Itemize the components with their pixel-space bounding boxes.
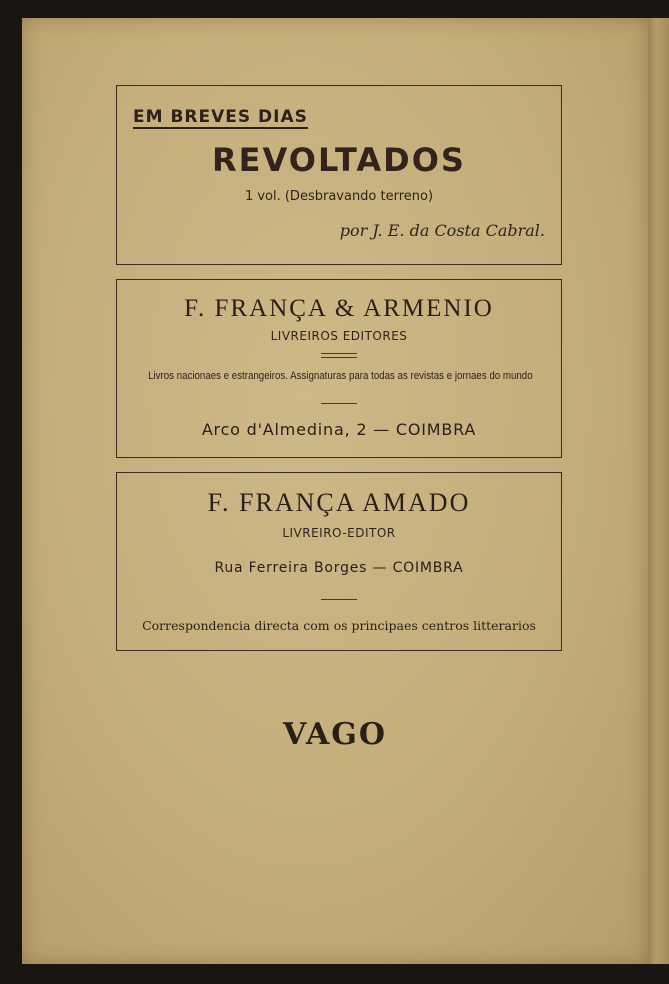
rule-divider: [321, 599, 357, 600]
firm-description: Livros nacionaes e estrangeiros. Assignaturas para todas as revistas e jornaes do mundo: [148, 370, 533, 382]
vacant-space-label: VAGO: [283, 717, 387, 752]
advertisement-franca-amado: [116, 472, 562, 651]
firm-address: Arco d'Almedina, 2 — COIMBRA: [201, 420, 477, 439]
advertisement-franca-armenio: [116, 279, 562, 458]
book-title: REVOLTADOS: [212, 141, 466, 179]
firm-role: LIVREIROS EDITORES: [270, 329, 408, 343]
firm-address: Rua Ferreira Borges — COIMBRA: [214, 560, 464, 576]
book-volume-note: 1 vol. (Desbravando terreno): [244, 189, 434, 204]
book-spine-edge: [648, 18, 669, 964]
document-page: [22, 18, 648, 964]
firm-role: LIVREIRO-EDITOR: [282, 526, 396, 540]
firm-name: F. FRANÇA & ARMENIO: [184, 295, 494, 322]
coming-soon-heading: EM BREVES DIAS: [133, 107, 308, 127]
firm-name: F. FRANÇA AMADO: [207, 488, 471, 517]
book-author: por J. E. da Costa Cabral.: [339, 221, 545, 240]
correspondence-note: Correspondencia directa com os principaes centros litterarios: [142, 618, 536, 633]
double-rule-divider: [321, 353, 357, 358]
rule-divider: [321, 403, 357, 404]
advertisement-revoltados: [116, 85, 562, 265]
